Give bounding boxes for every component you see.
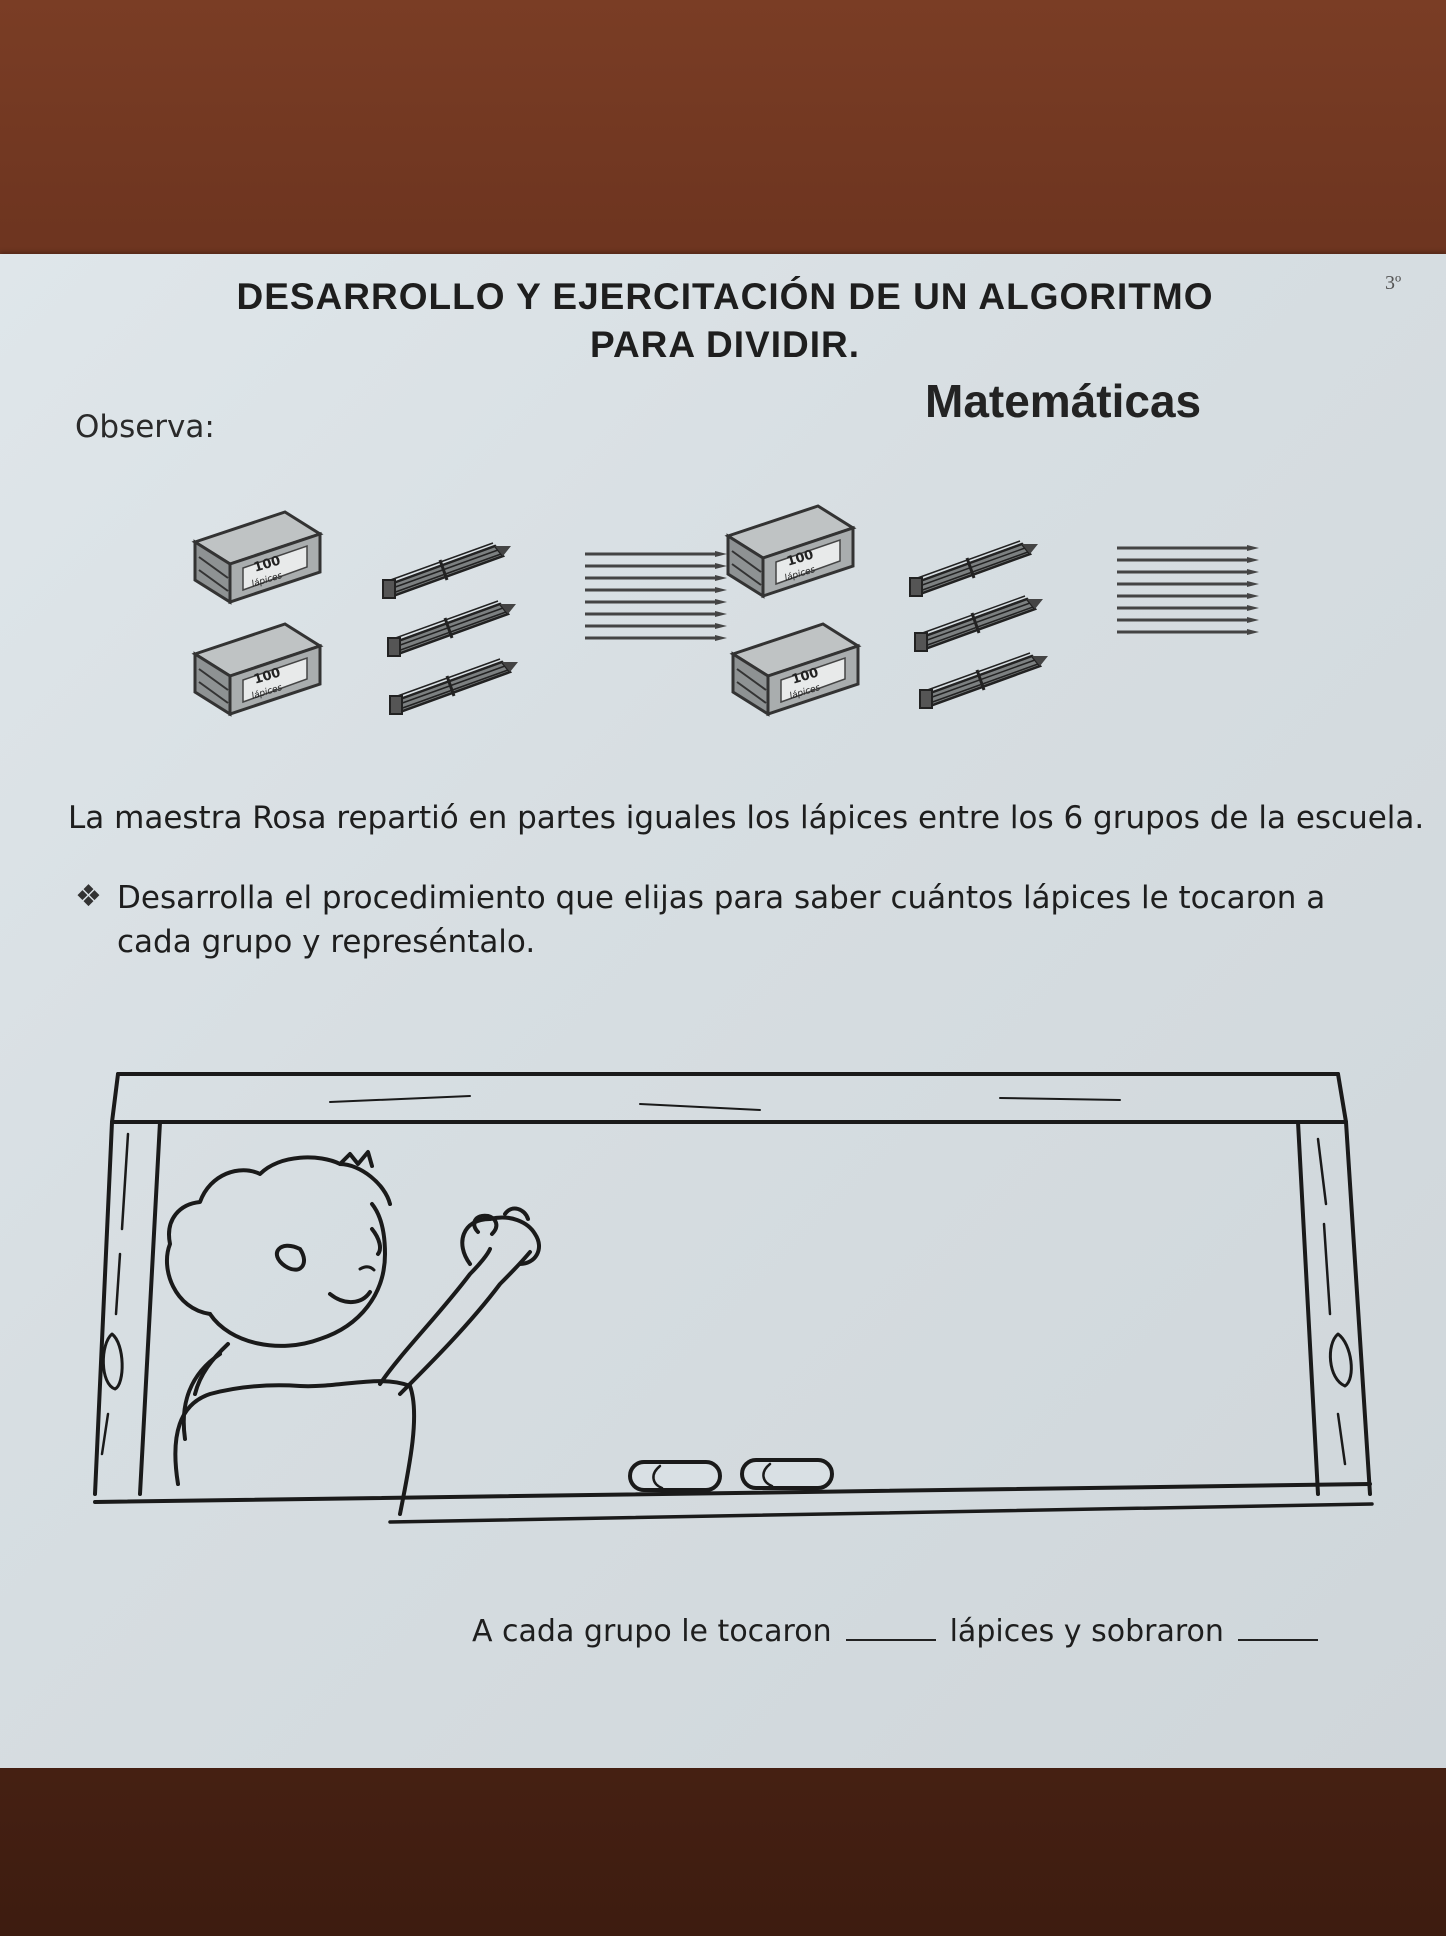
- worksheet-page: [0, 254, 1446, 1768]
- title-line-2: PARA DIVIDIR.: [590, 324, 860, 365]
- answer-blank-remainder[interactable]: [1238, 1615, 1318, 1641]
- instruction-text: Desarrolla el procedimiento que elijas para saber cuántos lápices le tocaron a cada grupo y represéntalo.: [117, 880, 1326, 960]
- child-drawing: [167, 1152, 539, 1514]
- problem-statement: La maestra Rosa repartió en partes iguales los lápices entre los 6 grupos de la escuela.: [68, 800, 1425, 836]
- pencils-illustration: 100 lápices: [0, 484, 1446, 784]
- subject-heading: Matemáticas: [925, 375, 1202, 427]
- chalk-piece-1: [630, 1462, 720, 1490]
- group-2-bundle-2: [915, 596, 1043, 651]
- group-2-box-2: [733, 624, 858, 714]
- title-line-1: DESARROLLO Y EJERCITACIÓN DE UN ALGORITMO: [236, 276, 1214, 317]
- group-1-box-2: [195, 624, 320, 714]
- observe-label: Observa:: [75, 409, 215, 445]
- answer-line: [472, 1614, 1318, 1649]
- group-1-bundle-3: [390, 659, 518, 714]
- group-2-bundle-1: [910, 541, 1038, 596]
- answer-blank-per-group[interactable]: [846, 1615, 936, 1641]
- group-1-loose-pencils: [585, 551, 727, 641]
- group-2-loose-pencils: [1117, 545, 1259, 635]
- group-2-bundle-3: [920, 653, 1048, 708]
- group-1-box-1: [195, 512, 320, 602]
- group-1-bundle-1: [383, 543, 511, 598]
- answer-text-part1: A cada grupo le tocaron: [472, 1614, 832, 1649]
- chalkboard-drawing: [0, 1014, 1446, 1574]
- page-number: 3º: [1385, 272, 1402, 294]
- group-1-bundle-2: [388, 601, 516, 656]
- board-ledge: [95, 1484, 1370, 1502]
- board-post-right: [1298, 1122, 1318, 1494]
- chalk-piece-2: [742, 1460, 832, 1488]
- board-frame-top: [112, 1074, 1346, 1122]
- group-2-box-1: [728, 506, 853, 596]
- bullet-icon: ❖: [75, 879, 102, 914]
- answer-text-part2: lápices y sobraron: [949, 1614, 1224, 1649]
